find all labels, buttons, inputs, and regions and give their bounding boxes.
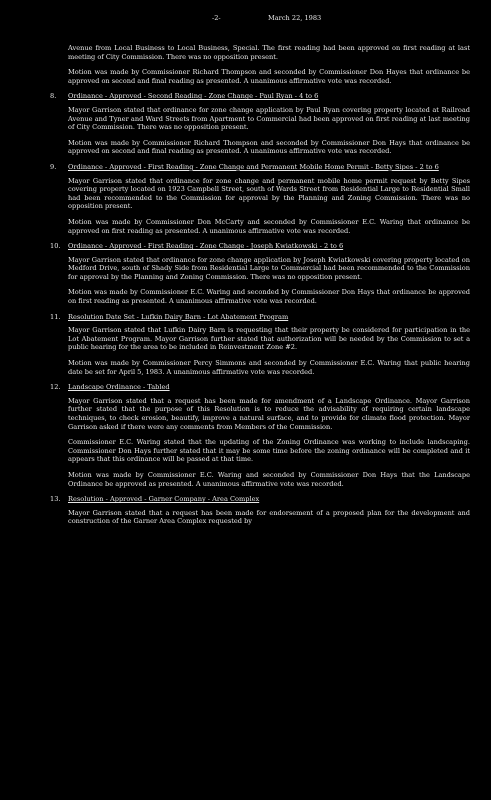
- agenda-item-11: [50, 313, 470, 377]
- item-number: 8.: [50, 92, 57, 101]
- page-number: -2-: [212, 14, 221, 22]
- intro-paragraph: Motion was made by Commissioner Richard Thompson and seconded by Commissioner Don Hayes that ordinance be approved on second and final reading as presented. A unanimous affirmative vote was recorded.: [68, 68, 470, 85]
- item-paragraph: Mayor Garrison stated that a request has been made for endorsement of a proposed plan for the development and construction of the Garner Area Complex requested by: [68, 508, 470, 526]
- agenda-item-8: [50, 92, 470, 156]
- item-heading: Ordinance - Approved - First Reading - Zone Change - Joseph Kwiatkowski - 2 to 6: [68, 242, 344, 251]
- item-paragraph: Commissioner E.C. Waring stated that the updating of the Zoning Ordinance was working to include landscaping. Commissioner Don Hays further stated that it may be some time before the zoning ordinance will be completed and it appears that this ordinance will be passed at that time.: [68, 438, 470, 464]
- page-header: [0, 14, 491, 24]
- minutes-body: [50, 44, 470, 533]
- item-number: 9.: [50, 162, 57, 171]
- item-number: 13.: [50, 495, 61, 504]
- agenda-item-13: [50, 495, 470, 526]
- item-paragraph: Mayor Garrison stated that ordinance for zone change application by Paul Ryan covering property located at Railroad Avenue and Tyner and Ward Streets from Apartment to Commercial had been approved on first reading at last meeting of City Commission. There was no opposition present.: [68, 105, 470, 132]
- item-paragraph: Mayor Garrison stated that ordinance for zone change and permanent mobile home permit request by Betty Sipes covering property located on 1923 Campbell Street, south of Wards Street from Residential Large to Residential Small had been recommended to the Commission for approval by the Planning and Zoning Commission. There was no opposition present.: [68, 176, 470, 211]
- item-paragraph: Motion was made by Commissioner Don McCarty and seconded by Commissioner E.C. Waring that ordinance be approved on first reading as presented. A unanimous affirmative vote was recorded.: [68, 217, 470, 235]
- item-heading: Ordinance - Approved - First Reading - Zone Change and Permanent Mobile Home Permit - Betty Sipes - 2 to 6: [68, 162, 439, 171]
- intro-paragraph: Avenue from Local Business to Local Business, Special. The first reading had been approved on first reading at last meeting of City Commission. There was no opposition present.: [68, 44, 470, 61]
- item-paragraph: Mayor Garrison stated that Lufkin Dairy Barn is requesting that their property be considered for participation in the Lot Abatement Program. Mayor Garrison further stated that authorization will be needed by the Commission to set a public hearing for the area to be included in Reinvestment Zone #2.: [68, 326, 470, 352]
- item-heading: Landscape Ordinance - Tabled: [68, 383, 170, 392]
- item-paragraph: Mayor Garrison stated that a request has been made for amendment of a Landscape Ordinance. Mayor Garrison further stated that the purpose of this Resolution is to reduce the advisability of requiring certain landscape techniques, to check erosion, beautify, improve a natural surface, and to provide for climate flood protection. Mayor Garrison asked if there were any comments from Members of the Commission.: [68, 396, 470, 431]
- item-number: 12.: [50, 383, 61, 392]
- item-paragraph: Motion was made by Commissioner E.C. Waring and seconded by Commissioner Don Hays that ordinance be approved on first reading as presented. A unanimous affirmative vote was recorded.: [68, 288, 470, 306]
- item-paragraph: Mayor Garrison stated that ordinance for zone change application by Joseph Kwiatkowski covering property located on Medford Drive, south of Shady Side from Residential Large to Commercial had been recommended to the Commission for approval by the Planning and Zoning Commission. There was no opposition present.: [68, 255, 470, 281]
- item-heading: Resolution Date Set - Lufkin Dairy Barn - Lot Abatement Program: [68, 312, 289, 321]
- item-number: 10.: [50, 242, 61, 251]
- agenda-item-12: [50, 383, 470, 488]
- item-paragraph: Motion was made by Commissioner Percy Simmons and seconded by Commissioner E.C. Waring that public hearing date be set for April 5, 1983. A unanimous affirmative vote was recorded.: [68, 359, 470, 376]
- item-heading: Ordinance - Approved - Second Reading - Zone Change - Paul Ryan - 4 to 6: [68, 92, 319, 101]
- item-paragraph: Motion was made by Commissioner Richard Thompson and seconded by Commissioner Don Hays that ordinance be approved on second and final reading as presented. A unanimous affirmative vote was recorded.: [68, 138, 470, 156]
- agenda-item-9: [50, 163, 470, 235]
- meeting-date: March 22, 1983: [268, 14, 322, 22]
- item-number: 11.: [50, 312, 61, 321]
- item-paragraph: Motion was made by Commissioner E.C. Waring and seconded by Commissioner Don Hays that the Landscape Ordinance be approved as presented. A unanimous affirmative vote was recorded.: [68, 470, 470, 488]
- agenda-item-10: [50, 242, 470, 306]
- item-heading: Resolution - Approved - Garner Company - Area Complex: [68, 495, 260, 504]
